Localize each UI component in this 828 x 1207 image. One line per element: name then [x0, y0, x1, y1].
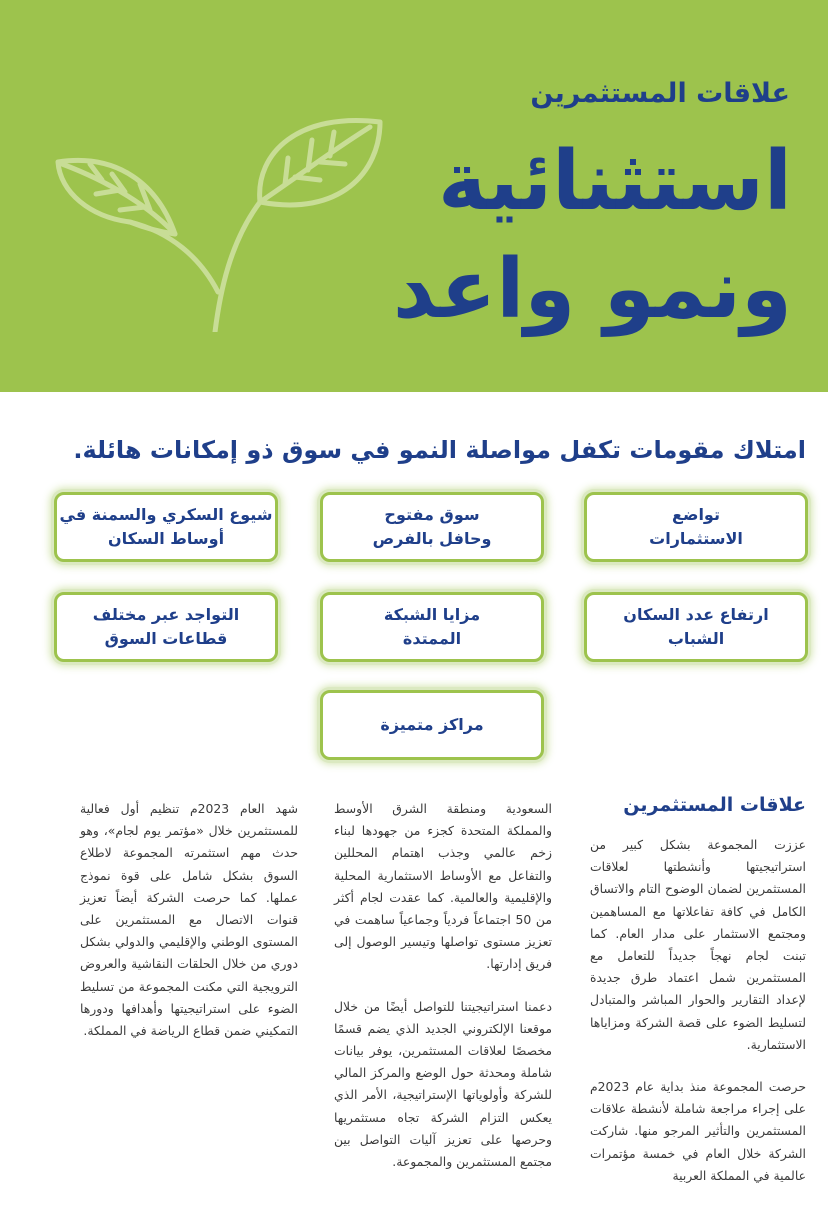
paragraph: عززت المجموعة بشكل كبير من استراتيجيتها وأنشطتها لعلاقات المستثمرين لضمان الوضوح التام والاتساق الكامل في كافة تفاعلاتها مع المساهمين ومجتمع الاستثمار على مدار العام. كما تبنت لجام نهجاً جديداً للتعامل مع المستثمرين شمل اعتماد طرق جديدة لإعداد التقارير والحوار المباشر والمتبادل لتسليط الضوء على قصة الشركة ومزاياها الاستثمارية.: [590, 837, 806, 1052]
feature-box: مراكز متميزة: [320, 690, 544, 760]
headline-line-1: استثنائية: [438, 134, 792, 229]
paragraph: السعودية ومنطقة الشرق الأوسط والمملكة المتحدة كجزء من جهودها لبناء زخم عالمي وجذب اهتمام المحللين والتفاعل مع الأوساط الاستثمارية المحلية والإقليمية والعالمية. كما عقدت لجام أكثر من 50 اجتماعاً فردياً وجماعياً ساهمت في تعزيز مستوى تواصلها وتيسير الوصول إلى فريق إدارتها.: [334, 801, 552, 972]
text-column-right: [590, 834, 806, 1207]
section-kicker: علاقات المستثمرين: [530, 78, 790, 109]
feature-box: تواضع الاستثمارات: [584, 492, 808, 562]
feature-box: ارتفاع عدد السكان الشباب: [584, 592, 808, 662]
plant-illustration-icon: [50, 92, 410, 332]
feature-box: شيوع السكري والسمنة في أوساط السكان: [54, 492, 278, 562]
hero-banner: [0, 0, 828, 392]
paragraph: دعمنا استراتيجيتنا للتواصل أيضًا من خلال موقعنا الإلكتروني الجديد الذي يضم قسمًا مخصصًا لعلاقات المستثمرين، يوفر بيانات شاملة ومحدثة حول الوضع والمركز المالي للشركة وأولوياتها الإستراتيجية، الأمر الذي يعكس التزام الشركة تجاه مستثمريها وحرصها على تعزيز آليات التواصل بين مجتمع المستثمرين والمجموعة.: [334, 998, 552, 1170]
headline-line-2: ونمو واعد: [392, 242, 792, 337]
column-heading: علاقات المستثمرين: [623, 794, 806, 816]
feature-box: مزايا الشبكة الممتدة: [320, 592, 544, 662]
page-headline: [393, 128, 792, 344]
features-heading: امتلاك مقومات تكفل مواصلة النمو في سوق ذو إمكانات هائلة.: [73, 436, 806, 464]
feature-box: التواجد عبر مختلف قطاعات السوق: [54, 592, 278, 662]
text-column-left: [80, 798, 298, 1062]
paragraph: حرصت المجموعة منذ بداية عام 2023م على إجراء مراجعة شاملة لأنشطة علاقات المستثمرين والتأثير المرجو منها. شاركت الشركة خلال العام في خمسة مؤتمرات عالمية في المملكة العربية: [590, 1079, 806, 1183]
text-column-middle: [334, 798, 552, 1193]
feature-box: سوق مفتوح وحافل بالفرص: [320, 492, 544, 562]
paragraph: شهد العام 2023م تنظيم أول فعالية للمستثمرين خلال «مؤتمر يوم لجام»، وهو حدث مهم استثمرته المجموعة لاطلاع السوق بشكل شامل على قوة نموذج عملها. كما حرصت الشركة أيضاً تعزيز قنوات الاتصال مع المستثمرين على المستوى الوطني والإقليمي والدولي بشكل دوري من خلال الحلقات النقاشية والعروض الترويجية التي مكنت المجموعة من تسليط الضوء على استراتيجيتها وأهدافها ودورها التمكيني ضمن قطاع الرياضة في المملكة.: [80, 801, 298, 1039]
